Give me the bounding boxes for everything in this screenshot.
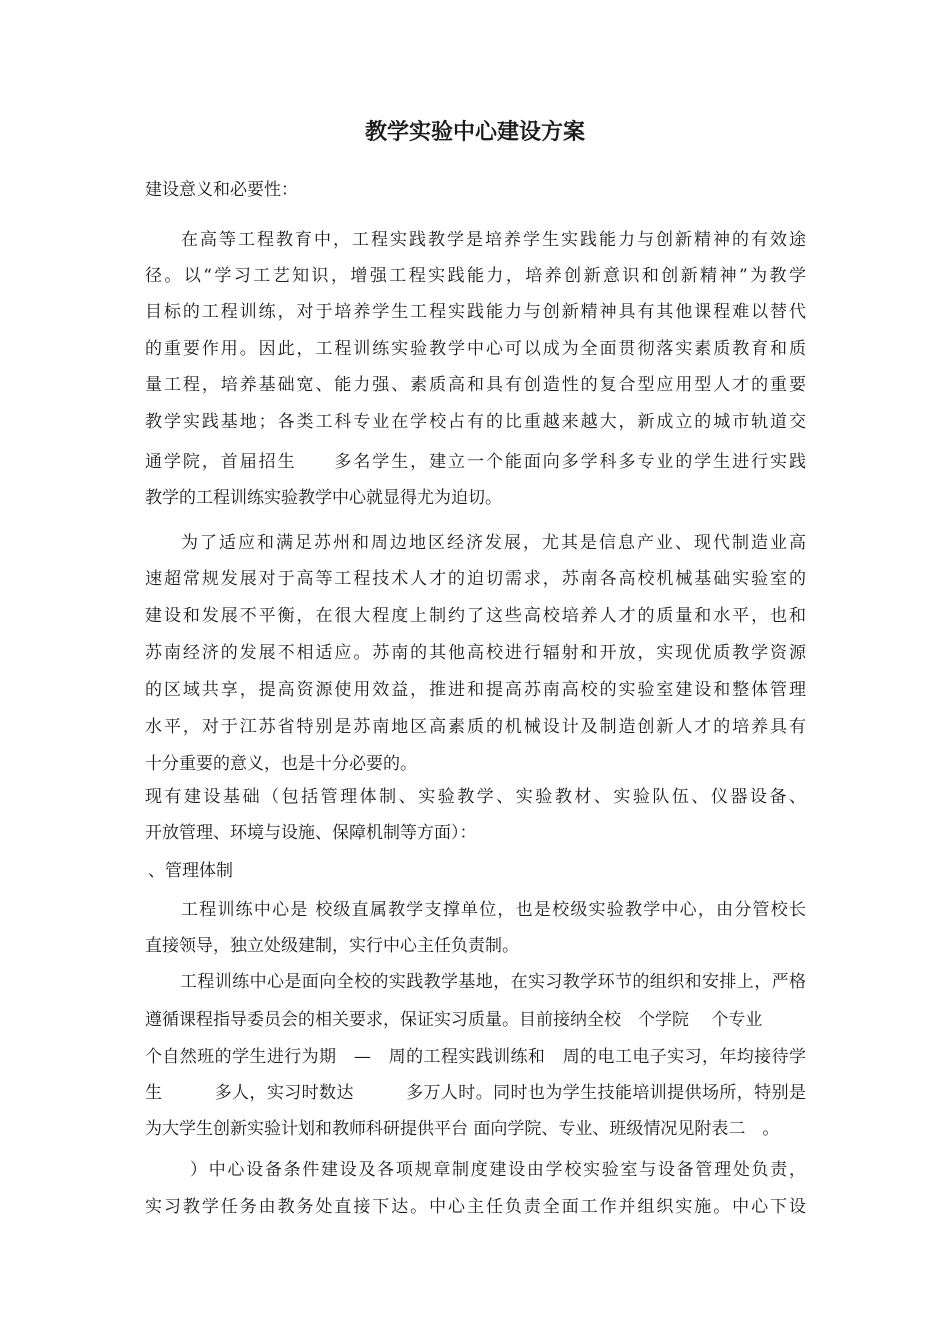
paragraph-line: 目标的工程训练，对于培养学生工程实践能力与创新精神具有其他课程难以替代 — [145, 302, 806, 322]
paragraph-line: 为了适应和满足苏州和周边地区经济发展，尤其是信息产业、现代制造业高 — [181, 533, 806, 553]
paragraph-line: 教学的工程训练实验教学中心就显得尤为迫切。 — [145, 488, 502, 508]
paragraph-line: 直接领导，独立处级建制，实行中心主任负责制。 — [145, 936, 519, 956]
paragraph-line: 在高等工程教育中，工程实践教学是培养学生实践能力与创新精神的有效途 — [181, 230, 806, 250]
paragraph-line: 速超常规发展对于高等工程技术人才的迫切需求，苏南各高校机械基础实验室的 — [145, 569, 806, 589]
section-heading: 建设意义和必要性： — [145, 180, 298, 200]
paragraph-line: 为大学生创新实验计划和教师科研提供平台 面向学院、专业、班级情况见附表二 。 — [145, 1119, 780, 1139]
paragraph-line: 教学实践基地；各类工科专业在学校占有的比重越来越大，新成立的城市轨道交 — [145, 412, 806, 432]
paragraph-line: 遵循课程指导委员会的相关要求，保证实习质量。目前接纳全校 个学院 个专业 — [145, 1010, 763, 1030]
paragraph-line: 通学院，首届招生 多名学生，建立一个能面向多学科多专业的学生进行实践 — [145, 452, 806, 472]
paragraph-line: 个自然班的学生进行为期 — 周的工程实践训练和 周的电工电子实习，年均接待学 — [145, 1047, 806, 1067]
paragraph-line: 生 多人，实习时数达 多万人时。同时也为学生技能培训提供场所，特别是 — [145, 1083, 806, 1103]
paragraph-line: 建设和发展不平衡，在很大程度上制约了这些高校培养人才的质量和水平，也和 — [145, 606, 806, 626]
paragraph-line: 实习教学任务由教务处直接下达。中心主任负责全面工作并组织实施。中心下设 — [145, 1197, 806, 1217]
paragraph-line: 的区域共享，提高资源使用效益，推进和提高苏南高校的实验室建设和整体管理 — [145, 680, 806, 700]
section-heading: 现有建设基础（包括管理体制、实验教学、实验教材、实验队伍、仪器设备、 — [145, 787, 806, 807]
paragraph-line: 工程训练中心是面向全校的实践教学基地，在实习教学环节的组织和安排上，严格 — [180, 972, 806, 992]
paragraph-line: 量工程，培养基础宽、能力强、素质高和具有创造性的复合型应用型人才的重要 — [145, 375, 806, 395]
document-title: 教学实验中心建设方案 — [364, 120, 585, 145]
paragraph-line: 工程训练中心是 校级直属教学支撑单位，也是校级实验教学中心，由分管校长 — [181, 900, 806, 920]
subsection-heading: 、管理体制 — [148, 861, 233, 881]
section-heading: 开放管理、环境与设施、保障机制等方面）： — [145, 823, 477, 843]
paragraph-line: 苏南经济的发展不相适应。苏南的其他高校进行辐射和开放，实现优质教学资源 — [145, 643, 806, 663]
paragraph-line: 水平，对于江苏省特别是苏南地区高素质的机械设计及制造创新人才的培养具有 — [145, 717, 806, 737]
paragraph-line: 十分重要的意义，也是十分必要的。 — [145, 754, 417, 774]
paragraph-line: ）中心设备条件建设及各项规章制度建设由学校实验室与设备管理处负责， — [190, 1160, 806, 1180]
paragraph-line: 径。以“学习工艺知识，增强工程实践能力，培养创新意识和创新精神”为教学 — [145, 266, 806, 286]
paragraph-line: 的重要作用。因此，工程训练实验教学中心可以成为全面贯彻落实素质教育和质 — [145, 339, 806, 359]
